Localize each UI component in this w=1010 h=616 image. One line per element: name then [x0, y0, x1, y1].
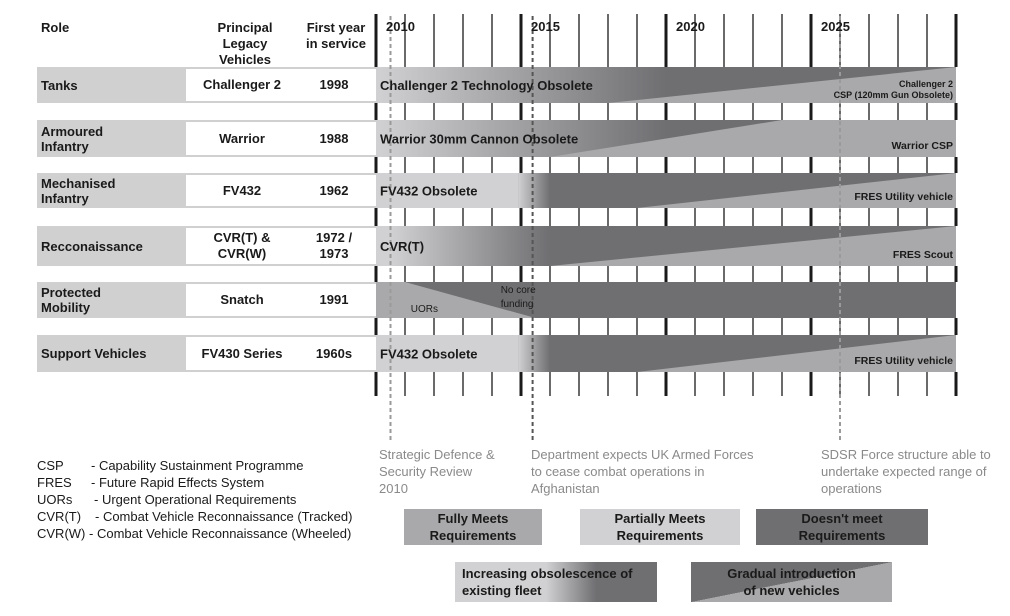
bar-obsolescence-gradient — [518, 173, 550, 208]
milestone-annotation-force-structure — [821, 446, 991, 497]
annotation-line: 2010 — [379, 481, 408, 496]
no-core-funding-label: funding — [500, 299, 534, 310]
key-gradual-introduction — [691, 562, 892, 602]
row-role-line: Tanks — [41, 77, 78, 93]
key-line: existing fleet — [462, 583, 542, 598]
key-line: of new vehicles — [743, 583, 840, 598]
row-vehicle-line: FV430 Series — [201, 345, 283, 361]
row-vehicle-line: FV432 — [222, 182, 262, 198]
annotation-line: Security Review — [379, 464, 473, 479]
row-first-year-line: 1988 — [319, 130, 349, 146]
milestone-annotation-afghanistan — [531, 446, 754, 497]
row-role-line: Support Vehicles — [41, 346, 147, 361]
header-vehicles-line: Principal — [217, 20, 273, 35]
key-line: Requirements — [798, 528, 886, 543]
abbr-meaning: - Combat Vehicle Reconnaissance (Wheeled) — [89, 526, 352, 541]
annotation-line: operations — [821, 481, 882, 496]
milestone-annotation-sdsr — [379, 446, 495, 497]
key-line: Requirements — [616, 528, 704, 543]
abbr-key: CVR(W) — [37, 526, 86, 541]
key-line: Partially Meets — [614, 511, 706, 526]
annotation-line: to cease combat operations in — [531, 464, 705, 479]
new-vehicle-label: FRES Scout — [892, 249, 953, 261]
row-first-year-line: 1972 / — [315, 230, 353, 245]
row-vehicle-line: Challenger 2 — [202, 77, 282, 92]
key-line: Gradual introduction — [727, 566, 856, 581]
abbr-row — [37, 525, 352, 542]
row-role-line: Armoured — [41, 123, 104, 139]
row-vehicle-line: CVR(W) — [217, 246, 267, 261]
key-partially-meets — [580, 509, 740, 545]
header-vehicles-line: Legacy — [222, 36, 268, 51]
year-label: 2015 — [531, 19, 560, 34]
new-vehicle-label: Warrior CSP — [891, 140, 953, 152]
year-label: 2025 — [821, 19, 850, 34]
row-role-line: Mobility — [41, 300, 91, 315]
row-first-year-line: 1973 — [319, 246, 349, 261]
abbr-key: FRES — [37, 475, 72, 490]
legacy-status-label: Warrior 30mm Cannon Obsolete — [380, 131, 579, 147]
row-first-year-line: 1998 — [319, 77, 349, 92]
new-vehicle-label: CSP (120mm Gun Obsolete) — [833, 90, 953, 100]
row-first-year-line: 1962 — [319, 182, 349, 198]
row-vehicle-line: CVR(T) & — [213, 230, 271, 245]
header-first-year-line: First year — [306, 20, 366, 35]
abbr-row — [37, 508, 352, 525]
abbr-key: CSP — [37, 458, 64, 473]
key-line: Fully Meets — [437, 511, 509, 526]
key-doesnt-meet — [756, 509, 928, 545]
row-first-year-line: 1991 — [319, 292, 349, 307]
annotation-line: SDSR Force structure able to — [821, 447, 991, 462]
legacy-status-label: FV432 Obsolete — [380, 183, 478, 199]
abbr-row — [37, 491, 352, 508]
year-label: 2010 — [386, 19, 415, 34]
row-role-line: Recconaissance — [41, 238, 143, 254]
key-increasing-obsolescence — [455, 562, 657, 602]
annotation-line: undertake expected range of — [821, 464, 987, 479]
row-vehicle-line: Snatch — [220, 292, 264, 307]
abbr-row — [37, 474, 352, 491]
no-core-funding-label: No core — [500, 285, 536, 296]
annotation-line: Department expects UK Armed Forces — [531, 447, 754, 462]
abbreviations-legend — [37, 457, 352, 542]
bar-obsolescence-gradient — [518, 335, 550, 372]
row-role-line: Infantry — [41, 190, 89, 206]
header-first-year-line: in service — [306, 36, 366, 51]
row-role-line: Mechanised — [41, 175, 116, 191]
key-line: Increasing obsolescence of — [462, 566, 633, 581]
key-line: Requirements — [429, 528, 517, 543]
abbr-key: CVR(T) — [37, 509, 82, 524]
abbr-key: UORs — [37, 492, 73, 507]
key-fully-meets — [404, 509, 542, 545]
annotation-line: Strategic Defence & — [379, 447, 495, 462]
abbr-meaning: - Urgent Operational Requirements — [94, 492, 297, 507]
annotation-line: Afghanistan — [531, 481, 600, 496]
new-vehicle-label: Challenger 2 — [898, 79, 953, 89]
new-vehicle-label: FRES Utility vehicle — [854, 355, 953, 367]
row-role-line: Infantry — [41, 138, 89, 154]
header-vehicles-line: Vehicles — [218, 52, 272, 67]
abbr-row — [37, 457, 352, 474]
abbr-meaning: - Future Rapid Effects System — [91, 475, 265, 490]
row-vehicle-line: Warrior — [219, 130, 265, 146]
abbr-meaning: - Combat Vehicle Reconnaissance (Tracked) — [95, 509, 353, 524]
abbr-meaning: - Capability Sustainment Programme — [91, 458, 304, 473]
uor-label: UORs — [410, 304, 439, 315]
key-line: Doesn't meet — [801, 511, 883, 526]
year-label: 2020 — [676, 19, 705, 34]
legacy-status-label: Challenger 2 Technology Obsolete — [380, 78, 593, 93]
header-role: Role — [41, 20, 70, 35]
legacy-status-label: FV432 Obsolete — [380, 346, 478, 362]
legacy-status-label: CVR(T) — [380, 239, 425, 254]
row-role-line: Protected — [41, 285, 101, 300]
row-first-year-line: 1960s — [315, 345, 353, 361]
new-vehicle-label: FRES Utility vehicle — [854, 191, 953, 203]
